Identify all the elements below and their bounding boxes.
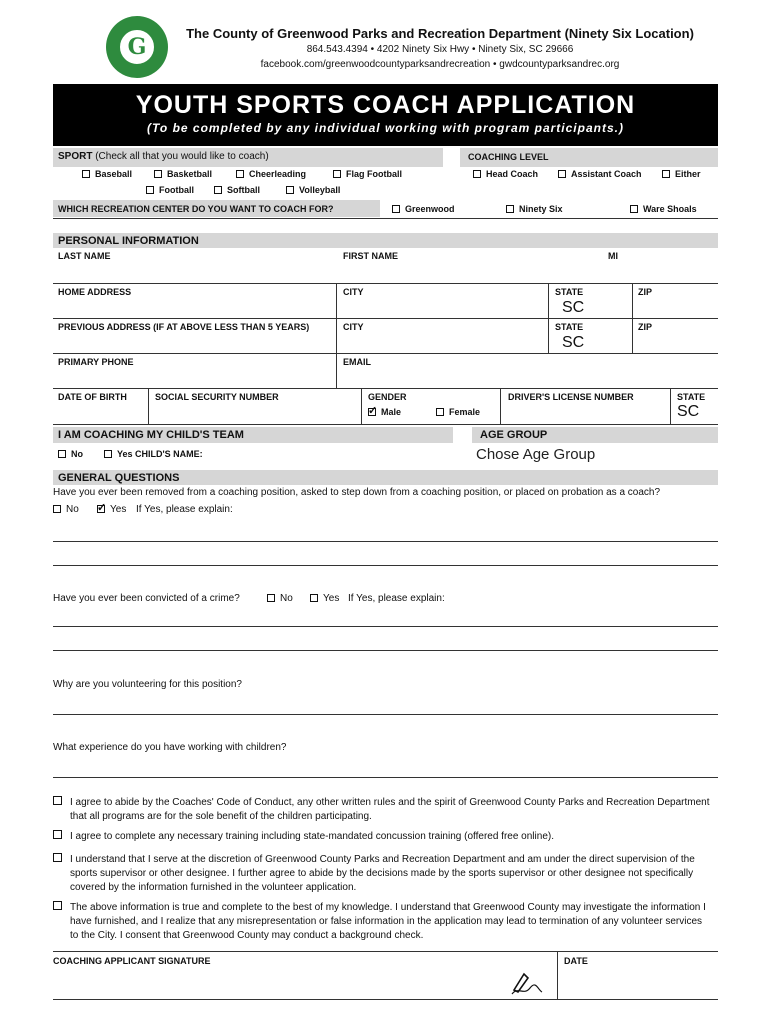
answer-line[interactable] (53, 650, 718, 651)
prev-address-label: PREVIOUS ADDRESS (IF AT ABOVE LESS THAN 5 YEARS) (58, 322, 310, 332)
answer-line[interactable] (53, 626, 718, 627)
sport-option-cheerleading[interactable] (236, 169, 306, 179)
logo-letter: G (118, 28, 156, 66)
center-question: WHICH RECREATION CENTER DO YOU WANT TO COACH FOR? (58, 204, 334, 214)
city-label: CITY (343, 287, 364, 297)
dl-state-label: STATE (677, 392, 706, 402)
option-label: Flag Football (346, 169, 402, 179)
q2-explain: If Yes, please explain: (348, 593, 445, 604)
team-yes[interactable] (104, 449, 203, 459)
answer-line[interactable] (53, 541, 718, 542)
answer-line[interactable] (53, 565, 718, 566)
answer-line[interactable] (53, 777, 718, 778)
age-group-label: AGE GROUP (480, 429, 548, 441)
q1-yes[interactable] (97, 504, 126, 515)
signature-label: COACHING APPLICANT SIGNATURE (53, 956, 211, 966)
title-banner (53, 84, 718, 146)
option-label: Cheerleading (249, 169, 307, 179)
gender-female[interactable] (436, 407, 480, 417)
checkbox[interactable] (436, 408, 444, 416)
center-option-ware-shoals[interactable] (630, 204, 697, 214)
checkbox[interactable] (146, 186, 154, 194)
checkbox[interactable] (333, 170, 341, 178)
prev-state-label: STATE (555, 322, 584, 332)
level-option-either[interactable] (662, 169, 701, 179)
divider (53, 388, 718, 389)
name-fields[interactable] (58, 262, 718, 282)
center-option-greenwood[interactable] (392, 204, 455, 214)
question-2: Have you ever been convicted of a crime? (53, 593, 240, 604)
zip-label: ZIP (638, 287, 653, 297)
checkbox[interactable] (53, 796, 62, 805)
option-label: Volleyball (299, 185, 341, 195)
state-label: STATE (555, 287, 584, 297)
option-label: Softball (227, 185, 260, 195)
prev-zip-label: ZIP (638, 322, 653, 332)
sport-option-football[interactable] (146, 185, 194, 195)
org-name: The County of Greenwood Parks and Recreation Department (Ninety Six Location) (186, 26, 694, 41)
agreement-text: The above information is true and complete to the best of my knowledge. I understand that Greenwood County may investigate the information I have furnished, and I realize that any misrepresentation or false information in the application may lead to termination of any volunteer services to the City. I consent that Greenwood County may conduct a background check. (70, 902, 706, 941)
divider (53, 318, 718, 319)
divider (53, 353, 718, 354)
agreement-text: I agree to abide by the Coaches' Code of Conduct, any other written rules and the spirit of Greenwood County Parks and Recreation Department that all programs are for the sole benefit of the children participating. (70, 797, 710, 822)
signature-pen-icon[interactable] (510, 966, 544, 996)
team-label: I AM COACHING MY CHILD'S TEAM (58, 429, 244, 441)
gender-label: GENDER (368, 392, 407, 402)
divider (557, 951, 558, 999)
prev-city-label: CITY (343, 322, 364, 332)
general-title: GENERAL QUESTIONS (58, 472, 180, 484)
last-name-label: LAST NAME (58, 251, 111, 261)
signature-line[interactable] (53, 999, 718, 1000)
checkbox[interactable] (630, 205, 638, 213)
divider (500, 388, 501, 424)
sport-option-baseball[interactable] (82, 169, 132, 179)
checkbox[interactable] (236, 170, 244, 178)
checkbox[interactable] (53, 505, 61, 513)
checkbox[interactable] (310, 594, 318, 602)
checkbox[interactable] (267, 594, 275, 602)
team-no[interactable] (58, 449, 83, 459)
divider (53, 218, 718, 219)
checkbox-checked[interactable] (97, 505, 105, 513)
divider (361, 388, 362, 424)
q2-no[interactable] (267, 593, 293, 604)
level-option-assistant[interactable] (558, 169, 642, 179)
option-label: No (66, 504, 79, 515)
option-label: Yes (110, 504, 127, 515)
option-label: Yes CHILD'S NAME: (117, 449, 203, 459)
checkbox[interactable] (473, 170, 481, 178)
home-address-label: HOME ADDRESS (58, 287, 132, 297)
personal-title: PERSONAL INFORMATION (58, 235, 199, 247)
option-label: Baseball (95, 169, 133, 179)
divider (670, 388, 671, 424)
email-label: EMAIL (343, 357, 371, 367)
agreement-text: I agree to complete any necessary training including state-mandated concussion training (offered free online). (70, 831, 554, 842)
option-label: Male (381, 407, 402, 417)
checkbox[interactable] (154, 170, 162, 178)
option-label: Yes (323, 593, 340, 604)
sport-label: SPORT (58, 151, 93, 162)
form-subtitle: (To be completed by any individual working with program participants.) (147, 121, 624, 135)
divider (53, 951, 718, 952)
option-label: Greenwood (405, 204, 455, 214)
form-title: YOUTH SPORTS COACH APPLICATION (135, 91, 636, 119)
sport-heading (58, 151, 269, 162)
option-label: No (71, 449, 83, 459)
question-4: What experience do you have working with children? (53, 742, 287, 753)
checkbox[interactable] (53, 830, 62, 839)
checkbox[interactable] (104, 450, 112, 458)
answer-line[interactable] (53, 714, 718, 715)
sport-option-softball[interactable] (214, 185, 260, 195)
dl-label: DRIVER'S LICENSE NUMBER (508, 392, 634, 402)
option-label: Ninety Six (519, 204, 563, 214)
q1-explain: If Yes, please explain: (136, 504, 233, 515)
dl-state-value[interactable]: SC (677, 403, 700, 420)
sport-option-basketball[interactable] (154, 169, 212, 179)
age-group-select[interactable]: Chose Age Group (476, 446, 596, 463)
gender-male[interactable] (368, 407, 401, 417)
q1-no[interactable] (53, 504, 79, 515)
checkbox[interactable] (53, 901, 62, 910)
dob-label: DATE OF BIRTH (58, 392, 127, 402)
mi-label: MI (608, 251, 618, 261)
checkbox[interactable] (392, 205, 400, 213)
date-label: DATE (564, 956, 588, 966)
checkbox[interactable] (214, 186, 222, 194)
center-option-ninety-six[interactable] (506, 204, 563, 214)
org-web: facebook.com/greenwoodcountyparksandrecreation • gwdcountyparksandrec.org (260, 59, 620, 70)
checkbox[interactable] (506, 205, 514, 213)
checkbox[interactable] (58, 450, 66, 458)
home-state-value[interactable]: SC (562, 299, 585, 316)
agreement-2[interactable] (53, 830, 718, 844)
divider (336, 283, 337, 389)
checkbox[interactable] (558, 170, 566, 178)
prev-state-value[interactable]: SC (562, 334, 585, 351)
option-label: Female (449, 407, 481, 417)
checkbox[interactable] (662, 170, 670, 178)
first-name-label: FIRST NAME (343, 251, 398, 261)
checkbox[interactable] (286, 186, 294, 194)
sport-option-volleyball[interactable] (286, 185, 340, 195)
agreement-1[interactable] (53, 796, 718, 824)
question-3: Why are you volunteering for this position? (53, 679, 242, 690)
agreement-3[interactable] (53, 853, 718, 895)
org-address: 864.543.4394 • 4202 Ninety Six Hwy • Ninety Six, SC 29666 (306, 44, 574, 55)
phone-label: PRIMARY PHONE (58, 357, 134, 367)
option-label: Football (159, 185, 194, 195)
ssn-label: SOCIAL SECURITY NUMBER (155, 392, 279, 402)
checkbox[interactable] (53, 853, 62, 862)
option-label: Basketball (167, 169, 213, 179)
coaching-level-label: COACHING LEVEL (468, 152, 549, 162)
question-1: Have you ever been removed from a coaching position, asked to step down from a coaching position, or placed on probation as a coach? (53, 487, 661, 498)
level-option-head[interactable] (473, 169, 538, 179)
agreement-4[interactable] (53, 901, 718, 943)
divider (53, 283, 718, 284)
q2-yes[interactable] (310, 593, 339, 604)
county-logo (106, 16, 168, 78)
divider (148, 388, 149, 424)
checkbox-checked[interactable] (368, 408, 376, 416)
divider (53, 424, 718, 425)
sport-hint: (Check all that you would like to coach) (92, 151, 269, 162)
option-label: Ware Shoals (643, 204, 697, 214)
checkbox[interactable] (82, 170, 90, 178)
sport-option-flag-football[interactable] (333, 169, 402, 179)
option-label: No (280, 593, 293, 604)
option-label: Head Coach (486, 169, 539, 179)
option-label: Assistant Coach (571, 169, 642, 179)
option-label: Either (675, 169, 701, 179)
agreement-text: I understand that I serve at the discretion of Greenwood County Parks and Recreation Department and am under the direct supervision of the sports supervisor or other designee. I further agree to abide by the decisions made by the sports supervisor or other designee not specifically covered by the information furnished in the volunteer application. (70, 854, 695, 893)
